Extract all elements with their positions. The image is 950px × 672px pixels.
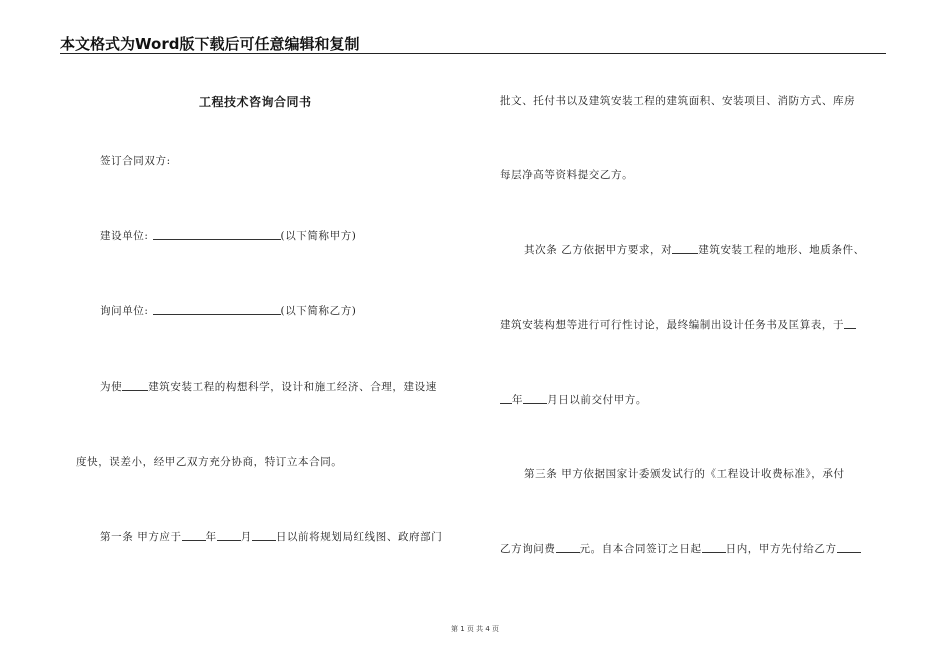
purpose-continuation: 度快，误差小，经甲乙双方充分协商，特订立本合同。: [76, 456, 343, 468]
article-2-line: [524, 243, 865, 257]
article-2-continuation-1: [500, 318, 856, 332]
article-1-continuation-1: 批文、托付书以及建筑安装工程的建筑面积、安装项目、消防方式、库房: [500, 95, 856, 107]
article-1-line: [100, 530, 442, 544]
project-name-blank: [122, 380, 148, 391]
year-blank: [182, 530, 206, 541]
payment-blank: [837, 542, 861, 553]
month-blank-2: [523, 393, 547, 404]
year-blank-a: [844, 318, 856, 329]
banner-divider: [60, 53, 886, 54]
article-2-cont-text: 建筑安装构想等进行可行性讨论，最终编制出设计任务书及匡算表，于: [500, 319, 845, 331]
document-title: 工程技术咨询合同书: [199, 95, 312, 109]
article-3-continuation: [500, 542, 861, 556]
article-1-text-a: 第一条 甲方应于: [100, 531, 182, 543]
article-1-text-d: 日以前将规划局红线图、政府部门: [275, 531, 443, 543]
article-1-text-b: 年: [205, 531, 217, 543]
builder-suffix: (以下简称甲方): [280, 230, 357, 242]
article-3-text-b: 元。自本合同签订之日起: [579, 543, 702, 555]
consultant-blank: [153, 304, 281, 315]
article-2-text-a: 其次条 乙方依据甲方要求，对: [524, 244, 673, 256]
year-blank-b: [500, 393, 512, 404]
day-blank: [252, 530, 276, 541]
purpose-line: [100, 380, 437, 394]
article-3-text-c: 日内，甲方先付给乙方: [725, 543, 837, 555]
project-blank: [672, 243, 698, 254]
article-2-year: 年: [512, 394, 524, 406]
builder-label: 建设单位:: [100, 230, 149, 242]
purpose-prefix: 为使: [100, 381, 123, 393]
article-3-line: 第三条 甲方依据国家计委颁发试行的《工程设计收费标准》，承付: [524, 468, 845, 480]
article-2-continuation-2: [500, 393, 647, 407]
page-number: 第 1 页 共 4 页: [450, 625, 500, 633]
consultant-suffix: (以下简称乙方): [280, 305, 357, 317]
consultant-line: [100, 304, 357, 318]
fee-blank: [556, 542, 580, 553]
article-2-text-b: 建筑安装工程的地形、地质条件、: [698, 244, 865, 256]
article-2-deadline: 月日以前交付甲方。: [547, 394, 648, 406]
download-banner: 本文格式为Word版下载后可任意编辑和复制: [60, 35, 360, 53]
builder-line: [100, 229, 357, 243]
article-1-continuation-2: 每层净高等资料提交乙方。: [500, 169, 634, 181]
article-1-text-c: 月: [240, 531, 252, 543]
consultant-label: 询问单位:: [100, 305, 149, 317]
days-blank: [702, 542, 726, 553]
builder-blank: [153, 229, 281, 240]
purpose-rest: 建筑安装工程的构想科学，设计和施工经济、合理，建设速: [148, 381, 437, 393]
parties-intro: 签订合同双方:: [100, 155, 171, 167]
month-blank: [217, 530, 241, 541]
article-3-text-a: 乙方询问费: [500, 543, 556, 555]
